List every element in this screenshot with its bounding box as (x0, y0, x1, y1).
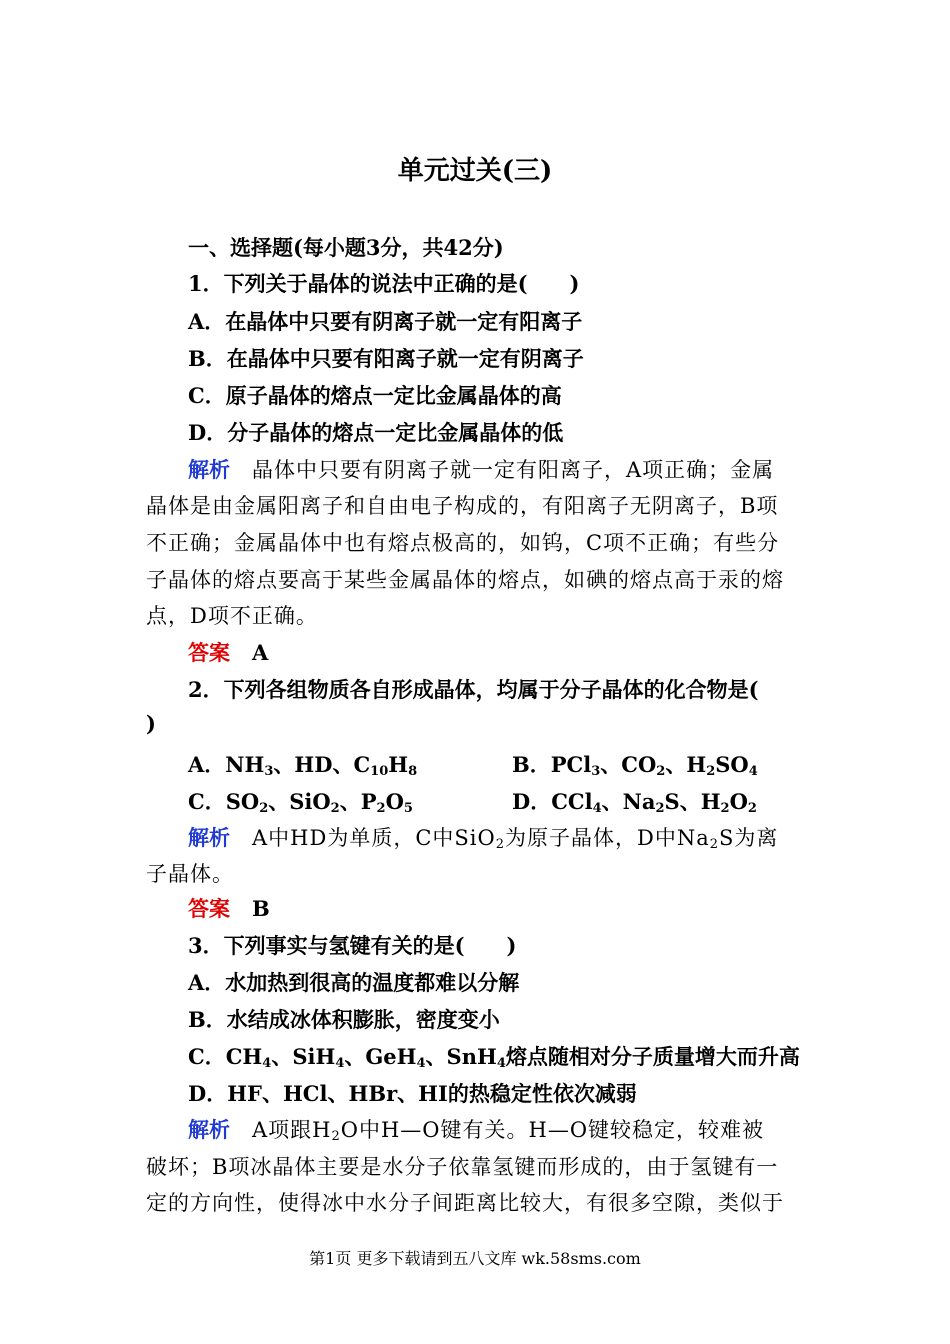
q3-option-b: B．水结成冰体积膨胀，密度变小 (188, 1007, 500, 1032)
q2-explanation-line (188, 822, 778, 852)
q1-option-d: D．分子晶体的熔点一定比金属晶体的低 (188, 420, 564, 445)
q2-stem: 2．下列各组物质各自形成晶体，均属于分子晶体的化合物是( (188, 677, 759, 702)
section-heading: 一、选择题(每小题3分，共42分) (188, 235, 504, 260)
answer-value: B (252, 896, 270, 921)
q1-explanation-text-4: 子晶体的熔点要高于某些金属晶体的熔点，如碘的熔点高于汞的熔 (146, 568, 784, 592)
q2-option-b: B．PCl$_3$、$CO_2$、$H_2SO_4$ (512, 752, 758, 779)
explanation-text: A中HD为单质，C中SiO$_2$为原子晶体，D中$Na_2S$为离 (252, 826, 779, 852)
page-footer: 第1页 更多下载请到五八文库 wk.58sms.com (309, 1249, 641, 1268)
q3-option-c: C．$CH_4$、SiH$_4$、GeH$_4$、SnH$_4$熔点随相对分子质量增大而升高 (188, 1044, 800, 1071)
q2-option-d: D．CCl$_4$、$Na_2S$、$H_2O_2$ (512, 789, 757, 816)
q2-option-a: A．$NH_3$、HD、$C_{10}H_8$ (188, 752, 418, 779)
q1-explanation-line (188, 454, 774, 484)
explanation-text: A项跟$H_2O$中H—O键有关。H—O键较稳定，较难被 (252, 1118, 765, 1144)
q1-explanation-text-3: 不正确；金属晶体中也有熔点极高的，如钨，C项不正确；有些分 (146, 531, 780, 555)
explanation-text: 晶体中只要有阴离子就一定有阳离子，A项正确；金属 (252, 458, 775, 482)
q3-explanation-text-3: 定的方向性，使得冰中水分子间距离比较大，有很多空隙，类似于 (146, 1191, 784, 1215)
answer-value: A (252, 640, 269, 665)
q3-option-a: A．水加热到很高的温度都难以分解 (188, 970, 520, 995)
page-title: 单元过关(三) (397, 156, 553, 186)
explanation-label: 解析 (188, 1117, 230, 1142)
q1-explanation-text-5: 点，D项不正确。 (146, 604, 318, 628)
q1-stem: 1．下列关于晶体的说法中正确的是( ) (188, 271, 580, 296)
explanation-label: 解析 (188, 457, 230, 482)
q3-option-d: D．HF、HCl、HBr、HI的热稳定性依次减弱 (188, 1081, 637, 1106)
q2-option-c: C．$SO_2$、SiO$_2$、$P_2O_5$ (188, 789, 413, 816)
answer-label: 答案 (188, 896, 230, 921)
q3-explanation-line (188, 1114, 764, 1144)
q1-option-a: A．在晶体中只要有阴离子就一定有阳离子 (188, 309, 583, 334)
q2-stem-cont: ) (146, 711, 156, 736)
q3-stem: 3．下列事实与氢键有关的是( ) (188, 933, 517, 958)
q1-option-b: B．在晶体中只要有阳离子就一定有阴离子 (188, 346, 584, 371)
q2-answer-line (188, 893, 270, 923)
q3-explanation-text-2: 破坏；B项冰晶体主要是水分子依靠氢键而形成的，由于氢键有一 (146, 1155, 779, 1179)
q1-answer-line (188, 637, 268, 667)
q1-option-c: C．原子晶体的熔点一定比金属晶体的高 (188, 383, 562, 408)
q2-explanation-text-2: 子晶体。 (146, 862, 234, 886)
explanation-label: 解析 (188, 825, 230, 850)
q1-explanation-text-2: 晶体是由金属阳离子和自由电子构成的，有阳离子无阴离子，B项 (146, 494, 779, 518)
answer-label: 答案 (188, 640, 230, 665)
